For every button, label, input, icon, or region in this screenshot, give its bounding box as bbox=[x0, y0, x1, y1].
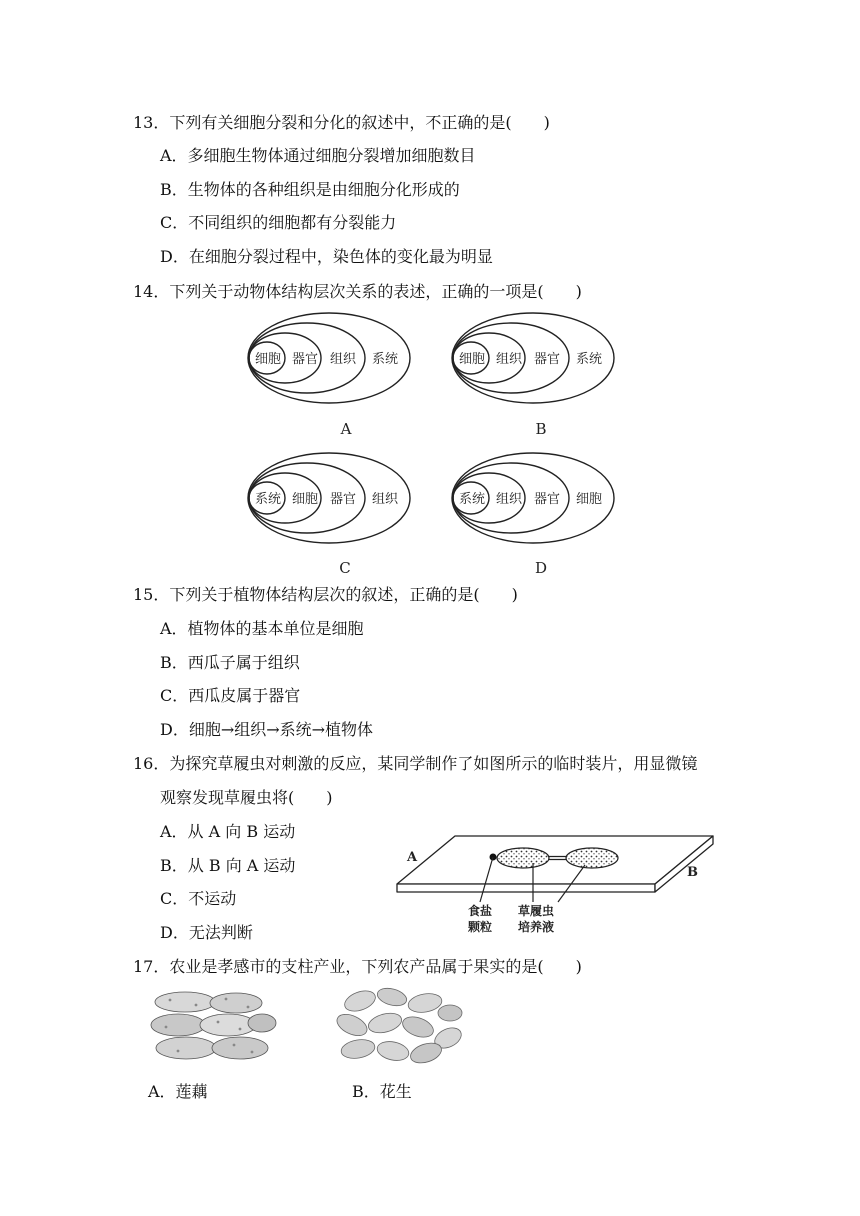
nested-ellipse-diagram-c bbox=[244, 448, 414, 580]
diagram-b-label-3: 器官 bbox=[533, 352, 561, 367]
question-16-option-c: C．不运动 bbox=[160, 889, 237, 908]
nested-ellipse-diagram-b bbox=[448, 308, 618, 440]
question-15-option-b: B．西瓜子属于组织 bbox=[160, 653, 300, 672]
diagram-d-label-1: 系统 bbox=[458, 492, 486, 507]
question-16-stem-line-1: 16．为探究草履虫对刺激的反应，某同学制作了如图所示的临时装片，用显微镜 bbox=[133, 754, 698, 773]
lotus-root-photo bbox=[148, 985, 278, 1065]
diagram-b-label-2: 组织 bbox=[495, 352, 523, 367]
diagram-d-label-2: 组织 bbox=[495, 492, 523, 507]
diagram-c-label-4: 组织 bbox=[371, 492, 399, 507]
diagram-d-label-4: 细胞 bbox=[575, 492, 603, 507]
question-17-option-b: B．花生 bbox=[352, 1082, 412, 1101]
diagram-b-label-1: 细胞 bbox=[458, 352, 486, 367]
peanuts-photo bbox=[330, 983, 465, 1068]
diagram-d-letter: D bbox=[534, 559, 548, 577]
question-15-option-a: A．植物体的基本单位是细胞 bbox=[160, 619, 364, 638]
diagram-c-label-2: 细胞 bbox=[291, 492, 319, 507]
slide-front-face bbox=[397, 884, 655, 892]
diagram-b-label-4: 系统 bbox=[575, 352, 603, 367]
diagram-a-label-3: 组织 bbox=[329, 352, 357, 367]
label-salt-line-1: 食盐 bbox=[467, 904, 493, 918]
question-13-option-a: A．多细胞生物体通过细胞分裂增加细胞数目 bbox=[160, 146, 476, 165]
label-salt-line-2: 颗粒 bbox=[467, 920, 493, 934]
diagram-a-label-4: 系统 bbox=[371, 352, 399, 367]
question-16-option-a: A．从 A 向 B 运动 bbox=[160, 822, 296, 841]
diagram-b-letter: B bbox=[535, 420, 547, 438]
label-paramecium-line-2: 培养液 bbox=[517, 920, 555, 934]
diagram-a-label-2: 器官 bbox=[291, 352, 319, 367]
question-16-option-d: D．无法判断 bbox=[160, 923, 253, 942]
question-14-stem: 14．下列关于动物体结构层次关系的表述，正确的一项是( ) bbox=[133, 282, 582, 301]
label-paramecium-line-1: 草履虫 bbox=[517, 904, 555, 918]
diagram-d-label-3: 器官 bbox=[533, 492, 561, 507]
question-13-option-b: B．生物体的各种组织是由细胞分化形成的 bbox=[160, 180, 460, 199]
diagram-a-letter: A bbox=[340, 420, 352, 438]
diagram-c-label-3: 器官 bbox=[329, 492, 357, 507]
question-16-stem-line-2: 观察发现草履虫将( ) bbox=[160, 788, 333, 807]
diagram-a-label-1: 细胞 bbox=[254, 352, 282, 367]
question-16-option-b: B．从 B 向 A 运动 bbox=[160, 856, 296, 875]
question-13-option-d: D．在细胞分裂过程中，染色体的变化最为明显 bbox=[160, 247, 493, 266]
question-13-option-c: C．不同组织的细胞都有分裂能力 bbox=[160, 213, 397, 232]
question-17-option-a: A．莲藕 bbox=[148, 1082, 208, 1101]
question-17-stem: 17．农业是孝感市的支柱产业，下列农产品属于果实的是( ) bbox=[133, 957, 582, 976]
nested-ellipse-diagram-d bbox=[448, 448, 618, 580]
diagram-c-letter: C bbox=[339, 559, 351, 577]
question-13-stem: 13．下列有关细胞分裂和分化的叙述中，不正确的是( ) bbox=[133, 113, 550, 132]
question-15-option-d: D．细胞→组织→系统→植物体 bbox=[160, 720, 374, 739]
diagram-c-label-1: 系统 bbox=[254, 492, 282, 507]
question-15-option-c: C．西瓜皮属于器官 bbox=[160, 686, 301, 705]
question-15-stem: 15．下列关于植物体结构层次的叙述，正确的是( ) bbox=[133, 585, 518, 604]
slide-end-a: A bbox=[407, 850, 418, 865]
nested-ellipse-diagram-a bbox=[244, 308, 414, 440]
slide-figure bbox=[395, 830, 715, 940]
slide-end-b: B bbox=[687, 865, 698, 880]
